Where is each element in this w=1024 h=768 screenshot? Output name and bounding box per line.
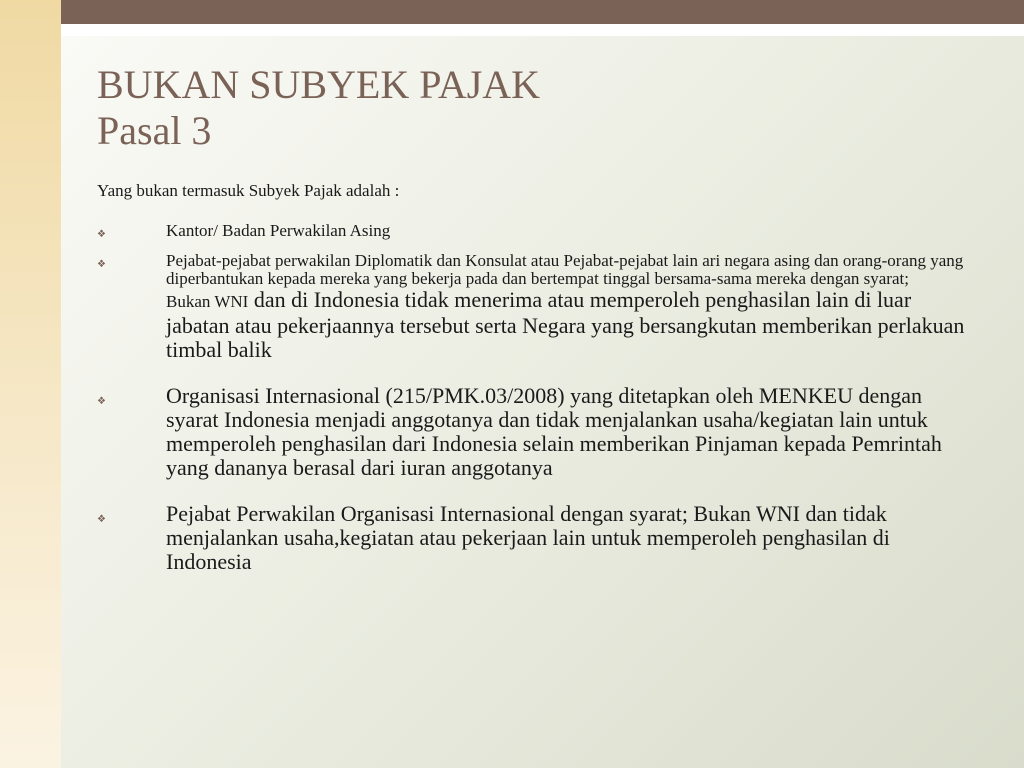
list-item-continuation: [166, 288, 977, 362]
slide-title: [97, 62, 540, 154]
bullet-list: [97, 222, 977, 574]
intro-text: Yang bukan termasuk Subyek Pajak adalah :: [97, 181, 400, 200]
list-item-text: Pejabat Perwakilan Organisasi Internasional dengan syarat; Bukan WNI dan tidak menjalankan usaha,kegiatan atau pekerjaan lain untuk memperoleh penghasilan di Indonesia: [166, 501, 890, 574]
top-decorative-bar: [61, 0, 1024, 24]
diamond-bullet-icon: ❖: [97, 514, 106, 525]
list-item: [97, 502, 977, 574]
list-item: [97, 252, 977, 362]
diamond-bullet-icon: ❖: [97, 259, 106, 270]
list-item: [97, 222, 977, 240]
list-item-text: Pejabat-pejabat perwakilan Diplomatik dan Konsulat atau Pejabat-pejabat lain ari negara asing dan orang-orang yang diperbantukan kepada mereka yang bekerja pada dan bertempat tinggal bersama-sama mereka dengan syarat;: [166, 251, 964, 288]
list-item-text: Kantor/ Badan Perwakilan Asing: [166, 221, 391, 240]
top-decorative-gap: [61, 24, 1024, 36]
left-decorative-strip: [0, 0, 61, 768]
list-item-small-prefix: Bukan WNI: [166, 292, 249, 311]
slide-title-line1: BUKAN SUBYEK PAJAK: [97, 62, 541, 107]
list-item-large-text: dan di Indonesia tidak menerima atau memperoleh penghasilan lain di luar jabatan atau pekerjaannya tersebut serta Negara yang bersangkutan memberikan perlakuan timbal balik: [166, 287, 965, 362]
diamond-bullet-icon: ❖: [97, 229, 106, 240]
slide-title-line2: Pasal 3: [97, 108, 212, 153]
list-item-text: Organisasi Internasional (215/PMK.03/2008) yang ditetapkan oleh MENKEU dengan syarat Indonesia menjadi anggotanya dan tidak menjalankan usaha/kegiatan lain untuk memperoleh penghasilan dari Indonesia selain memberikan Pinjaman kepada Pemrintah yang dananya berasal dari iuran anggotanya: [166, 383, 942, 480]
list-item: [97, 384, 977, 480]
diamond-bullet-icon: ❖: [97, 396, 106, 407]
